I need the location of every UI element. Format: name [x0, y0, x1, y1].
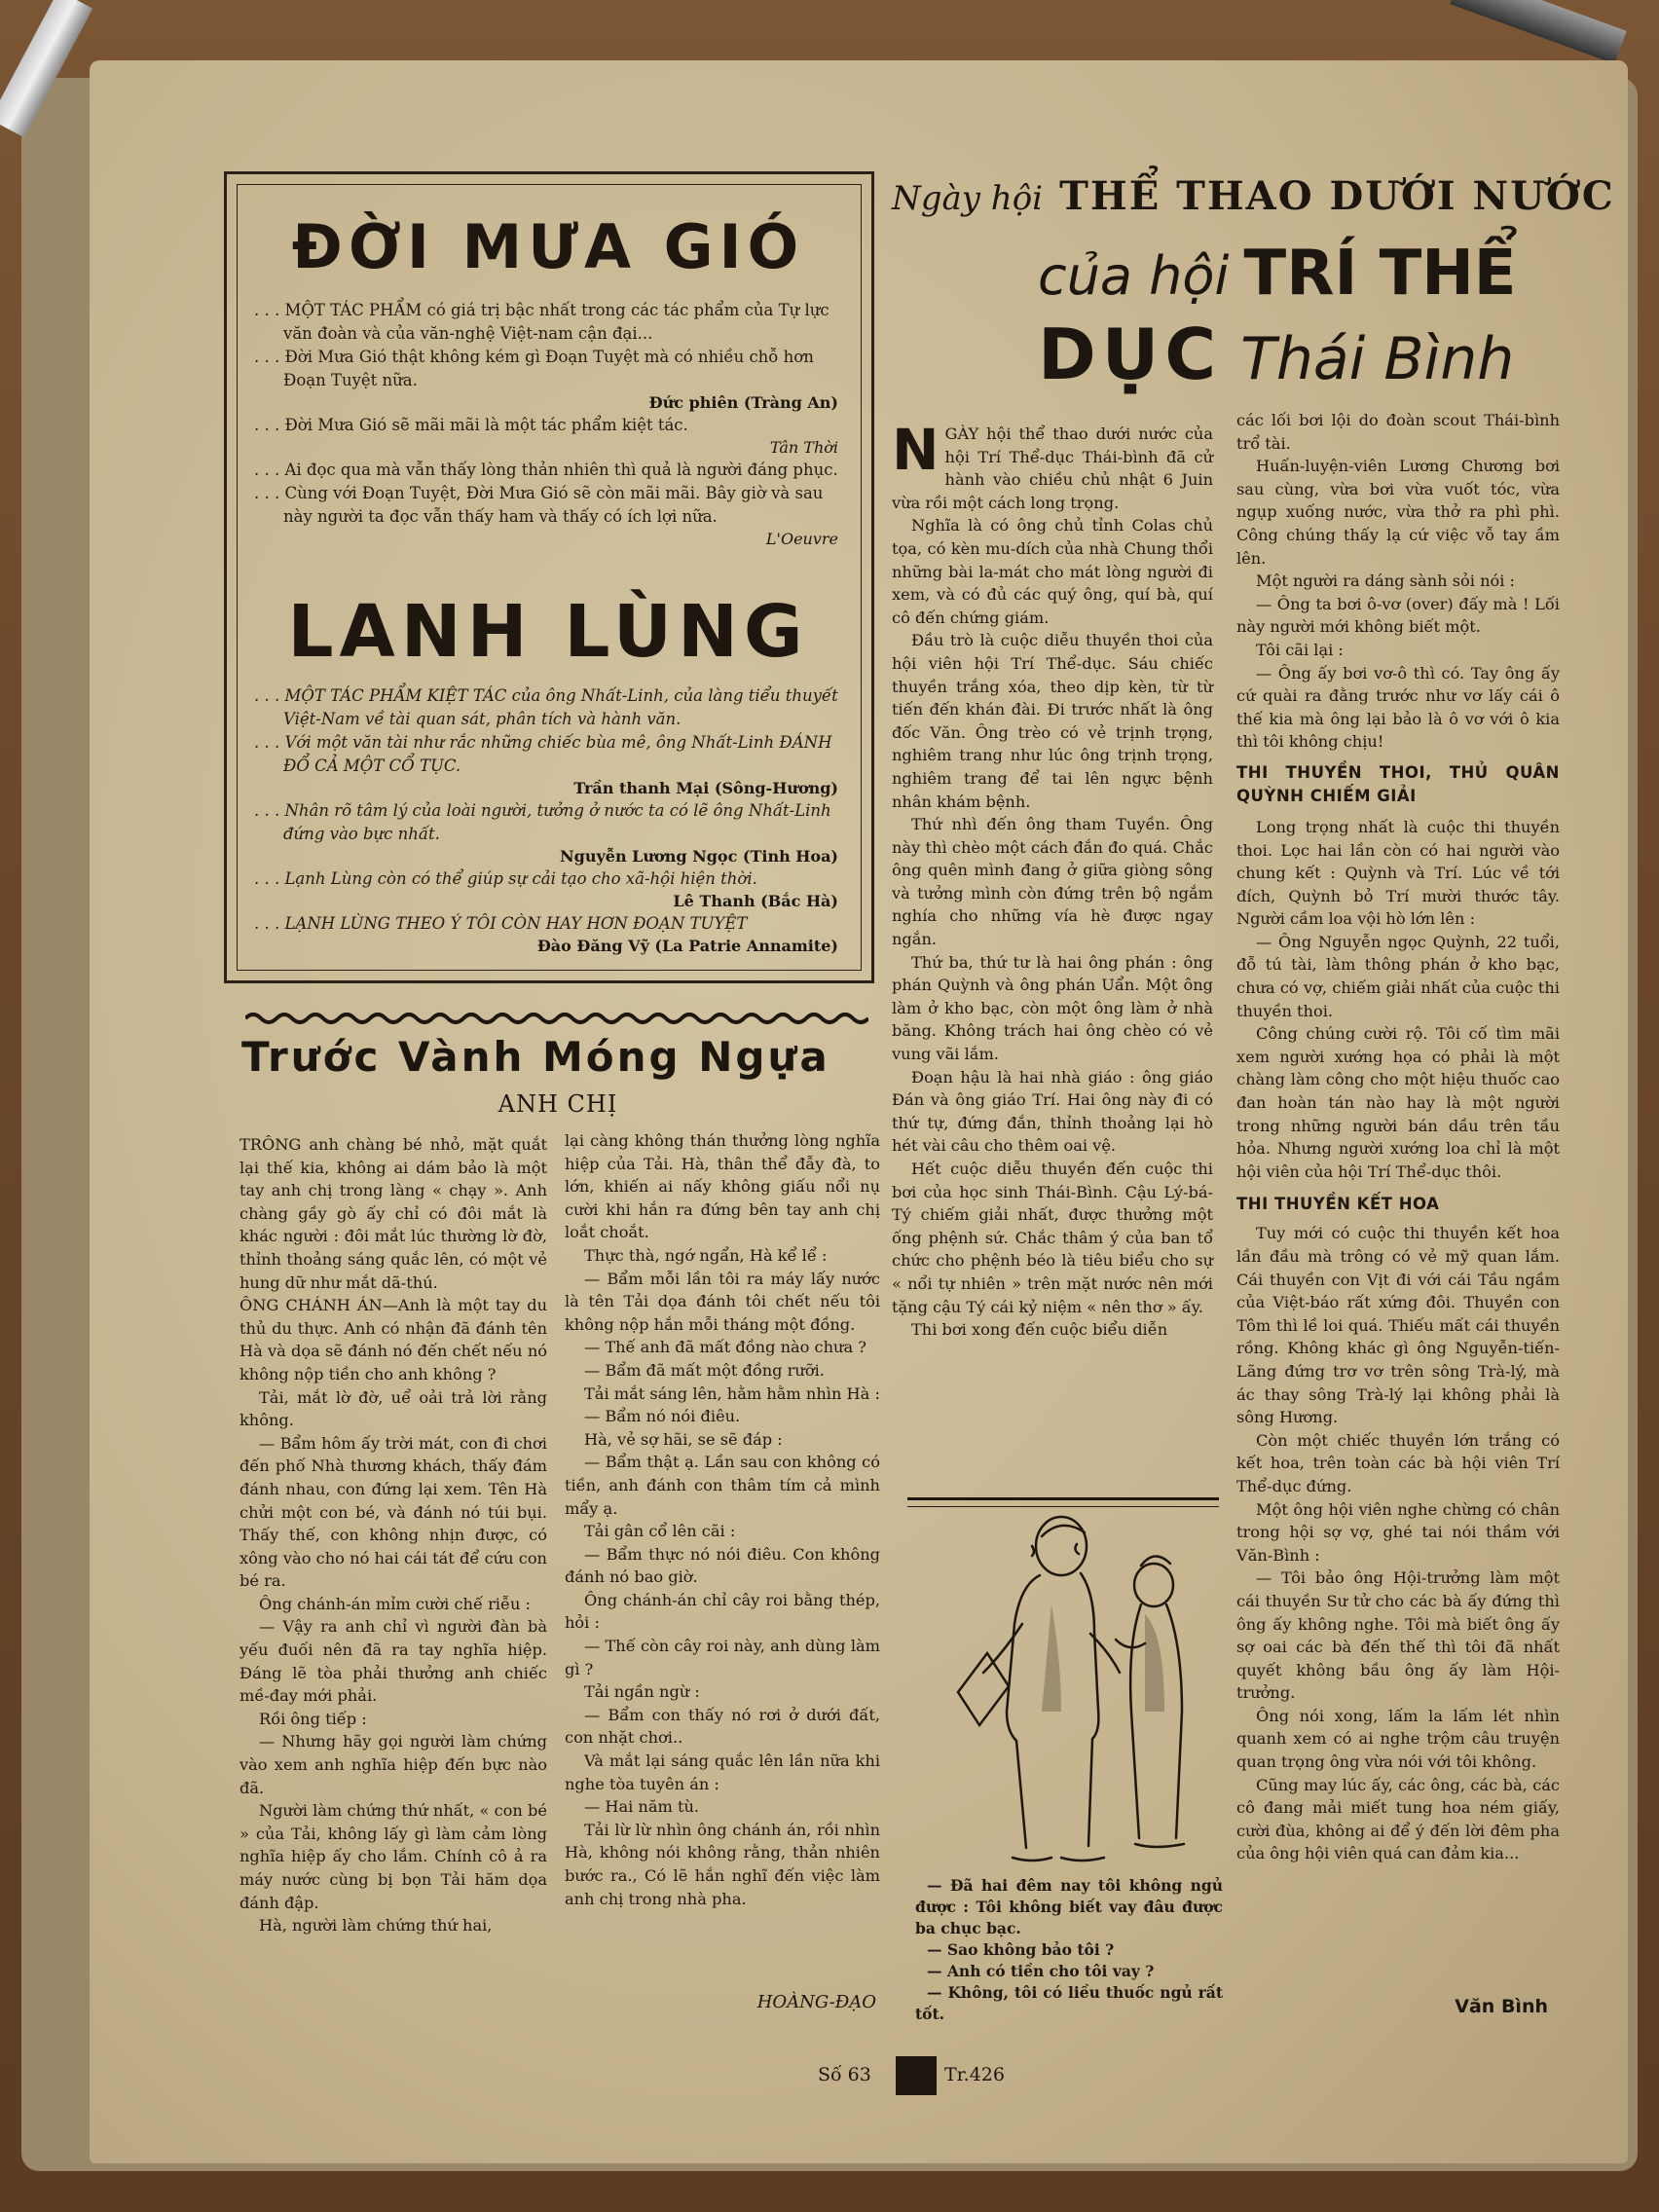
- cartoon-caption: — Đã hai đêm nay tôi không ngủ được : Tôi không biết vay đâu được ba chục bạc. — Sao không bảo tôi ? — Anh có tiền cho tôi vay ? — Không, tôi có liều thuốc ngủ rất tốt.: [915, 1876, 1223, 2023]
- subhead-thi-thuyen-ket-hoa: THI THUYỀN KẾT HOA: [1236, 1195, 1440, 1214]
- advert-quotes-1: . . . MỘT TÁC PHẨM có giá trị bậc nhất trong các tác phẩm của Tự lực văn đoàn và của văn-nghệ Việt-nam cận đại... . . . Đời Mưa Gió thật không kém gì Đoạn Tuyệt mà có nhiều chỗ hơn Đoạn Tuyệt nữa. Đức phiên (Tràng An) . . . Đời Mưa Gió sẽ mãi mãi là một tác phẩm kiệt tác. Tân Thời . . . Ai đọc qua mà vẫn thấy lòng thản nhiên thì quả là người đáng phục. . . . Cùng với Đoạn Tuyệt, Đời Mưa Gió sẽ còn mãi mãi. Bây giờ và sau này người ta đọc vẫn thấy ham và thấy có ích lợi nữa. L'Oeuvre: [254, 301, 838, 548]
- issue-number: Số 63: [818, 2064, 871, 2085]
- cartoon-rule: [907, 1497, 1219, 1507]
- subhead-thi-thuyen-thoi: THI THUYỀN THOI, THỦ QUÂN QUỲNH CHIẾM GIẢI: [1236, 762, 1560, 805]
- wavy-divider: [245, 1009, 868, 1028]
- advert-quotes-2: . . . MỘT TÁC PHẨM KIỆT TÁC của ông Nhất-Linh, của làng tiểu thuyết Việt-Nam về tài quan sát, phân tích và hành văn. . . . Với một văn tài như rắc những chiếc bùa mê, ông Nhất-Linh ĐÁNH ĐỔ CẢ MỘT CỔ TỤC. Trần thanh Mại (Sông-Hương) . . . Nhân rõ tâm lý của loài người, tưởng ở nước ta có lẽ ông Nhất-Linh đứng vào bực nhất. Nguyễn Lương Ngọc (Tinh Hoa) . . . Lạnh Lùng còn có thể giúp sự cải tạo cho xã-hội hiện thời. Lê Thanh (Bắc Hà) . . . LẠNH LÙNG THEO Ý TÔI CÒN HAY HƠN ĐOẠN TUYỆT Đào Đăng Vỹ (La Patrie Annamite): [254, 686, 838, 955]
- page-footer: [818, 2056, 1032, 2095]
- sport-headline: Ngày hội THỂ THAO DƯỚI NƯỚC của hội TRÍ THỂ DỤC Thái Bình: [892, 173, 1615, 395]
- advert-box: [224, 171, 874, 983]
- page-number: Tr.426: [944, 2064, 1005, 2085]
- sport-column-3: NGÀY hội thể thao dưới nước của hội Trí Thể-dục Thái-bình đã cử hành vào chiều chủ nhật 6 Juin vừa rồi một cách long trọng. Nghĩa là có ông chủ tỉnh Colas chủ tọa, có kèn mu-dích của nhà Chung thổi những bài la-mát cho mát lòng người đi xem, và có đủ các quý ông, quí bà, quí cô đến chứng giám. Đầu trò là cuộc diễu thuyền thoi của hội viên hội Trí Thể-dục. Sáu chiếc thuyền trắng xóa, theo dịp kèn, từ từ tiến đến khán đài. Đi trước nhất là ông đốc Văn. Ông trèo có vẻ trịnh trọng, nghiêm trang như lúc ông trịnh trọng, nghiêm trang để tai lên ngực bệnh nhân khám bệnh. Thứ nhì đến ông tham Tuyền. Ông này thì chèo một cách đắn đo quá. Chắc ông quên mình đang ở giữa giòng sông và tưởng mình còn đứng trên bộ ngắm nghía cho những vía hè được ngay ngắn. Thứ ba, thứ tư là hai ông phán : ông phán Quỳnh và ông phán Uẩn. Một ông làm ở kho bạc, còn một ông làm ở nhà băng. Không trách hai ông chèo có vẻ vung vãi lắm. Đoạn hậu là hai nhà giáo : ông giáo Đán và ông giáo Trí. Hai ông này đi có thứ tự, đứng đắn, thỉnh thoảng lại hò hét vài câu cho thêm oai vệ. Hết cuộc diễu thuyền đến cuộc thi bơi của học sinh Thái-Bình. Cậu Lý-bá-Tý chiếm giải nhất, được thưởng một ống phệnh sứ. Chắc thâm ý của ban tổ chức cho phệnh béo là tiêu biểu cho sự « nổi tự nhiên » trên mặt nước nên mới tặng cậu Tý cái kỷ niệm « nên thơ » ấy. Thi bơi xong đến cuộc biểu diễn: [892, 417, 1213, 1340]
- advert-title-lanh-lung: LANH LÙNG: [287, 590, 809, 674]
- story-column-1: TRÔNG anh chàng bé nhỏ, mặt quắt lại thế kia, không ai dám bảo là một tay anh chị trong làng « chạy ». Anh chàng gầy gò ấy chỉ có đôi mắt là khác người : đôi mắt lúc thường lờ đờ, thỉnh thoảng sáng quắc lên, có một vẻ hung dữ như mắt dã-thú. ÔNG CHÁNH ÁN—Anh là một tay du thủ du thực. Anh có nhận đã đánh tên Hà và dọa sẽ đánh nó đến chết nếu nó không nộp tiền cho anh không ? Tải, mắt lờ đờ, uể oải trả lời rằng không. — Bẩm hôm ấy trời mát, con đi chơi đến phố Nhà thương khách, thấy đám đánh nhau, con đứng lại xem. Tên Hà chửi một con bé, và đánh nó túi bụi. Thấy thế, con không nhịn được, có xông vào cho nó hai cái tát để cứu con bé ra. Ông chánh-án mỉm cười chế riễu : — Vậy ra anh chỉ vì người đàn bà yếu đuối nên đã ra tay nghĩa hiệp. Đáng lẽ tòa phải thưởng anh chiếc mề-đay mới phải. Rồi ông tiếp : — Nhưng hãy gọi người làm chứng vào xem anh nghĩa hiệp đến bực nào đã. Người làm chứng thứ nhất, « con bé » của Tải, không lấy gì làm cảm lòng nghĩa hiệp ấy cho lắm. Chính cô ả ra máy nước cùng bị bọn Tải hăm dọa đánh đập. Hà, người làm chứng thứ hai,: [240, 1135, 547, 1936]
- cartoon-illustration-two-men: [915, 1507, 1217, 1877]
- story-column-2: lại càng không thán thưởng lòng nghĩa hiệp của Tải. Hà, thân thể đẫy đà, to lớn, khiến ai nấy không giấu nổi nụ cười khi hắn ra đứng bên tay anh chị loắt choắt. Thực thà, ngớ ngẩn, Hà kể lể : — Bẩm mỗi lần tôi ra máy lấy nước là tên Tải dọa đánh tôi chết nếu tôi không nộp hắn mỗi tháng một đồng. — Thế anh đã mất đồng nào chưa ? — Bẩm đã mất một đồng rưỡi. Tải mắt sáng lên, hằm hằm nhìn Hà : — Bẩm nó nói điêu. Hà, vẻ sợ hãi, se sẽ đáp : — Bẩm thật ạ. Lần sau con không có tiền, anh đánh con thâm tím cả mình mẩy ạ. Tải gân cổ lên cãi : — Bẩm thực nó nói điêu. Con không đánh nó bao giờ. Ông chánh-án chỉ cây roi bằng thép, hỏi : — Thế còn cây roi này, anh dùng làm gì ? Tải ngần ngừ : — Bẩm con thấy nó rơi ở dưới đất, con nhặt chơi.. Và mắt lại sáng quắc lên lần nữa khi nghe tòa tuyên án : — Hai năm tù. Tải lừ lừ nhìn ông chánh án, rồi nhìn Hà, không nói không rằng, thản nhiên bước ra., Có lẽ hắn nghĩ đến việc làm anh chị trong nhà pha.: [565, 1131, 880, 1908]
- advert-title-doi-mua-gio: ĐỜI MƯA GIÓ: [291, 211, 805, 282]
- newspaper-logo-mark: [896, 2056, 937, 2095]
- story-title: Trước Vành Móng Ngựa: [241, 1033, 830, 1081]
- sport-column-4: các lối bơi lội do đoàn scout Thái-bình trổ tài. Huấn-luyện-viên Lương Chương bơi sau cùng, vừa bơi vừa vuốt tóc, vừa ngụp xuống nước, vừa thở ra phì phì. Công chúng thấy lạ cứ việc vỗ tay ầm lên. Một người ra dáng sành sỏi nói : — Ông ta bơi ô-vơ (over) đấy mà ! Lối này người mới không biết một. Tôi cãi lại : — Ông ấy bơi vơ-ô thì có. Tay ông ấy cứ quài ra đằng trước như vơ lấy cái ô thế kia mà ông lại bảo là ô vơ với ô kia thì tôi không chịu! THI THUYỀN THOI, THỦ QUÂN QUỲNH CHIẾM GIẢI Long trọng nhất là cuộc thi thuyền thoi. Lọc hai lần còn có hai người vào chung kết : Quỳnh và Trí. Lúc về tới đích, Quỳnh bỏ Trí mười thước tây. Người cầm loa vội hò lớn lên : — Ông Nguyễn ngọc Quỳnh, 22 tuổi, đỗ tú tài, làm thông phán ở kho bạc, chưa có vợ, chiếm giải nhất của cuộc thi thuyền thoi. Công chúng cười rộ. Tôi cố tìm mãi xem người xướng họa có phải là một chàng làm công cho một hiệu thuốc cao đan hoàn tán nào hay là một người trong những người bán dầu trên tầu hỏa. Nhưng người xướng loa chỉ là một hội viên của hội Trí Thể-dục thôi. THI THUYỀN KẾT HOA Tuy mới có cuộc thi thuyền kết hoa lần đầu mà trông có vẻ mỹ quan lắm. Cái thuyền con Vịt đi với cái Tầu ngầm của Việt-báo rất xứng đôi. Thuyền con Tôm thì lề loi quá. Thiếu mất cái thuyền rồng. Không khác gì ông Nguyễn-tiến-Lãng đứng trơ vơ trên sông Trà-lý, mà ác thay sông Trà-lý lại không phải là sông Hương. Còn một chiếc thuyền lớn trắng có kết hoa, trên toàn các bà hội viên Trí Thể-dục đứng. Một ông hội viên nghe chừng có chân trong hội sợ vợ, ghé tai nói thầm với Văn-Bình : — Tôi bảo ông Hội-trưởng làm một cái thuyền Sư tử cho các bà ấy đứng thì ông ấy không nghe. Tôi mà biết ông ấy sợ oai các bà đến thế thì tôi đã nhất quyết không bầu ông ấy làm Hội-trưởng. Ông nói xong, lấm la lấm lét nhìn quanh xem có ai nghe trộm câu truyện quan trọng ông vừa nói với tôi không. Cũng may lúc ấy, các ông, các bà, các cô đang mải miết tung hoa ném giấy, cười đùa, không ai để ý đến lời đêm pha của ông hội viên quá can đảm kia...: [1236, 411, 1560, 1863]
- sport-signature: Văn Bình: [1455, 1996, 1548, 2017]
- story-byline: ANH CHỊ: [498, 1090, 618, 1118]
- story-signature: HOÀNG-ĐẠO: [756, 1992, 876, 2012]
